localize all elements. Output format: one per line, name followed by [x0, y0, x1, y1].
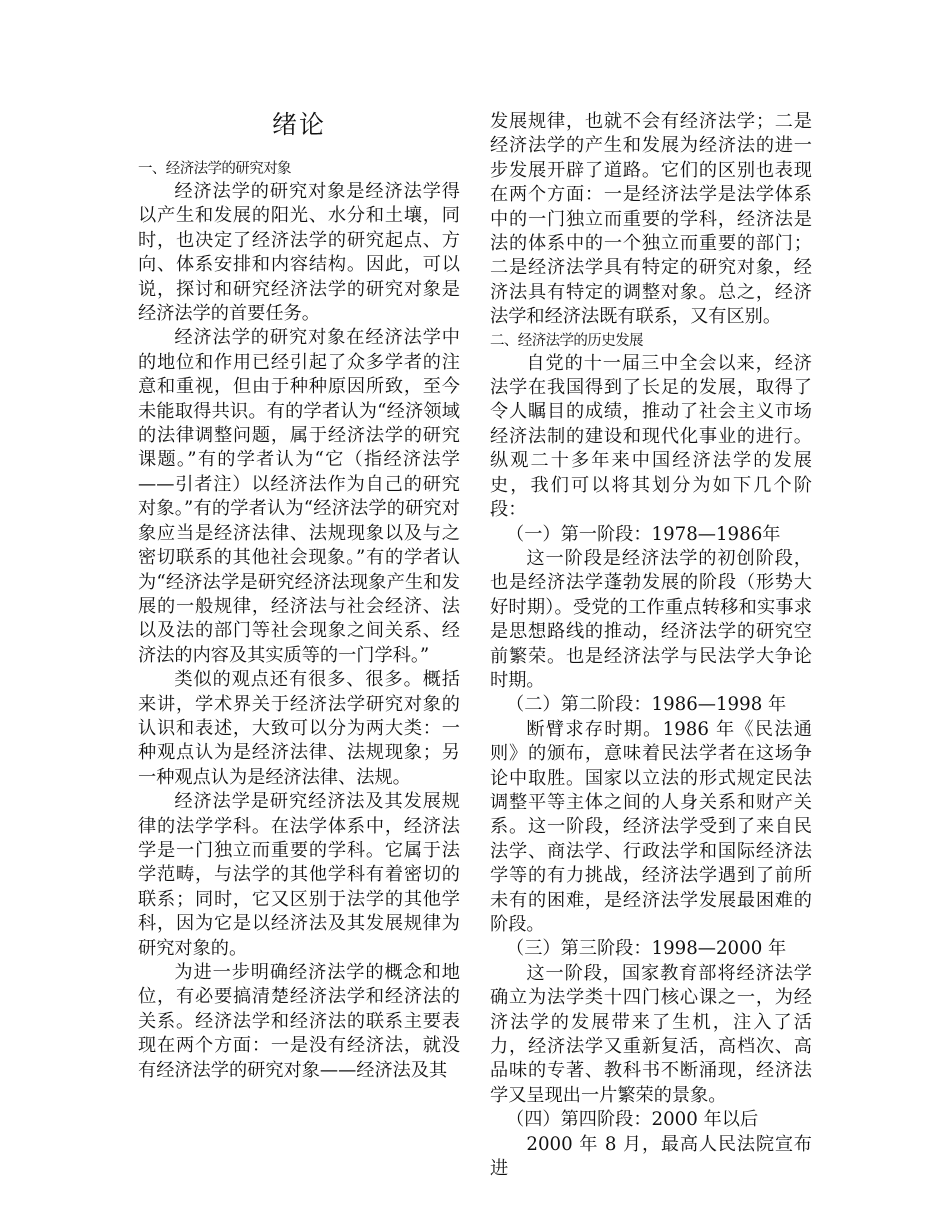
paragraph-5-continued: 发展规律，也就不会有经济法学；二是经济法学的产生和发展为经济法的进一步发展开辟了道路。它们的区别也表现在两个方面：一是经济法学是法学体系中的一门独立而重要的学科，经济法是法的体系中的一个独立而重要的部门；二是经济法学具有特定的研究对象，经济法具有特定的调整对象。总之，经济法学和经济法既有联系，又有区别。 — [490, 111, 812, 328]
paragraph-6: 自党的十一届三中全会以来，经济法学在我国得到了长足的发展，取得了令人瞩目的成绩，推动了社会主义市场经济法制的建设和现代化事业的进行。纵观二十多年来中国经济法学的发展史，我们可以将其划分为如下几个阶段： — [490, 352, 812, 521]
paragraph-3: 类似的观点还有很多、很多。概括来讲，学术界关于经济法学研究对象的认识和表述，大致可以分为两大类：一种观点认为是经济法律、法规现象；另一种观点认为是经济法律、法规。 — [138, 669, 460, 788]
stage-4-heading: （四）第四阶段：2000 年以后 — [506, 1109, 759, 1131]
section-heading-research-object: 一、经济法学的研究对象 — [138, 161, 291, 177]
paragraph-1: 经济法学的研究对象是经济法学得以产生和发展的阳光、水分和土壤，同时，也决定了经济法学的研究起点、方向、体系安排和内容结构。因此，可以说，探讨和研究经济法学的研究对象是经济法学的首要任务。 — [138, 181, 460, 325]
section-heading-history: 二、经济法学的历史发展 — [490, 332, 643, 349]
paragraph-10: 2000 年 8 月，最高人民法院宣布进 — [490, 1133, 812, 1180]
right-column — [490, 110, 812, 1181]
stage-1-heading: （一）第一阶段：1978—1986年 — [506, 523, 781, 545]
paragraph-9: 这一阶段，国家教育部将经济法学确立为法学类十四门核心课之一，为经济法学的发展带来了生机，注入了活力，经济法学又重新复活，高档次、高品味的专著、教科书不断涌现，经济法学又呈现出一片繁荣的景象。 — [490, 962, 812, 1106]
left-column — [138, 108, 460, 1083]
paragraph-7: 这一阶段是经济法学的初创阶段，也是经济法学蓬勃发展的阶段（形势大好时期）。受党的工作重点转移和实事求是思想路线的推动，经济法学的研究空前繁荣。也是经济法学与民法学大争论时期。 — [490, 547, 812, 691]
paragraph-8: 断臂求存时期。1986 年《民法通则》的颁布，意味着民法学者在这场争论中取胜。国家以立法的形式规定民法调整平等主体之间的人身关系和财产关系。这一阶段，经济法学受到了来自民法学、商法学、行政法学和国际经济法学等的有力挑战，经济法学遇到了前所未有的困难，是经济法学发展最困难的阶段。 — [490, 718, 812, 935]
paragraph-5: 为进一步明确经济法学的概念和地位，有必要搞清楚经济法学和经济法的关系。经济法学和经济法的联系主要表现在两个方面：一是没有经济法，就没有经济法学的研究对象——经济法及其 — [138, 962, 460, 1081]
stage-2-heading: （二）第二阶段：1986—1998 年 — [506, 694, 787, 716]
paragraph-4: 经济法学是研究经济法及其发展规律的法学学科。在法学体系中，经济法学是一门独立而重要的学科。它属于法学范畴，与法学的其他学科有着密切的联系；同时，它又区别于法学的其他学科，因为它是以经济法及其发展规律为研究对象的。 — [138, 791, 460, 959]
stage-3-heading: （三）第三阶段：1998—2000 年 — [506, 938, 787, 960]
paragraph-2: 经济法学的研究对象在经济法学中的地位和作用已经引起了众多学者的注意和重视，但由于种种原因所致，至今未能取得共识。有的学者认为“经济领域的法律调整问题，属于经济法学的研究课题。”有的学者认为“它（指经济法学——引者注）以经济法作为自己的研究对象。”有的学者认为“经济法学的研究对象应当是经济法律、法规现象以及与之密切联系的其他社会现象。”有的学者认为“经济法学是研究经济法现象产生和发展的一般规律，经济法与社会经济、法以及法的部门等社会现象之间关系、经济法的内容及其实质等的一门学科。” — [138, 327, 460, 666]
page-title: 绪论 — [271, 110, 326, 139]
